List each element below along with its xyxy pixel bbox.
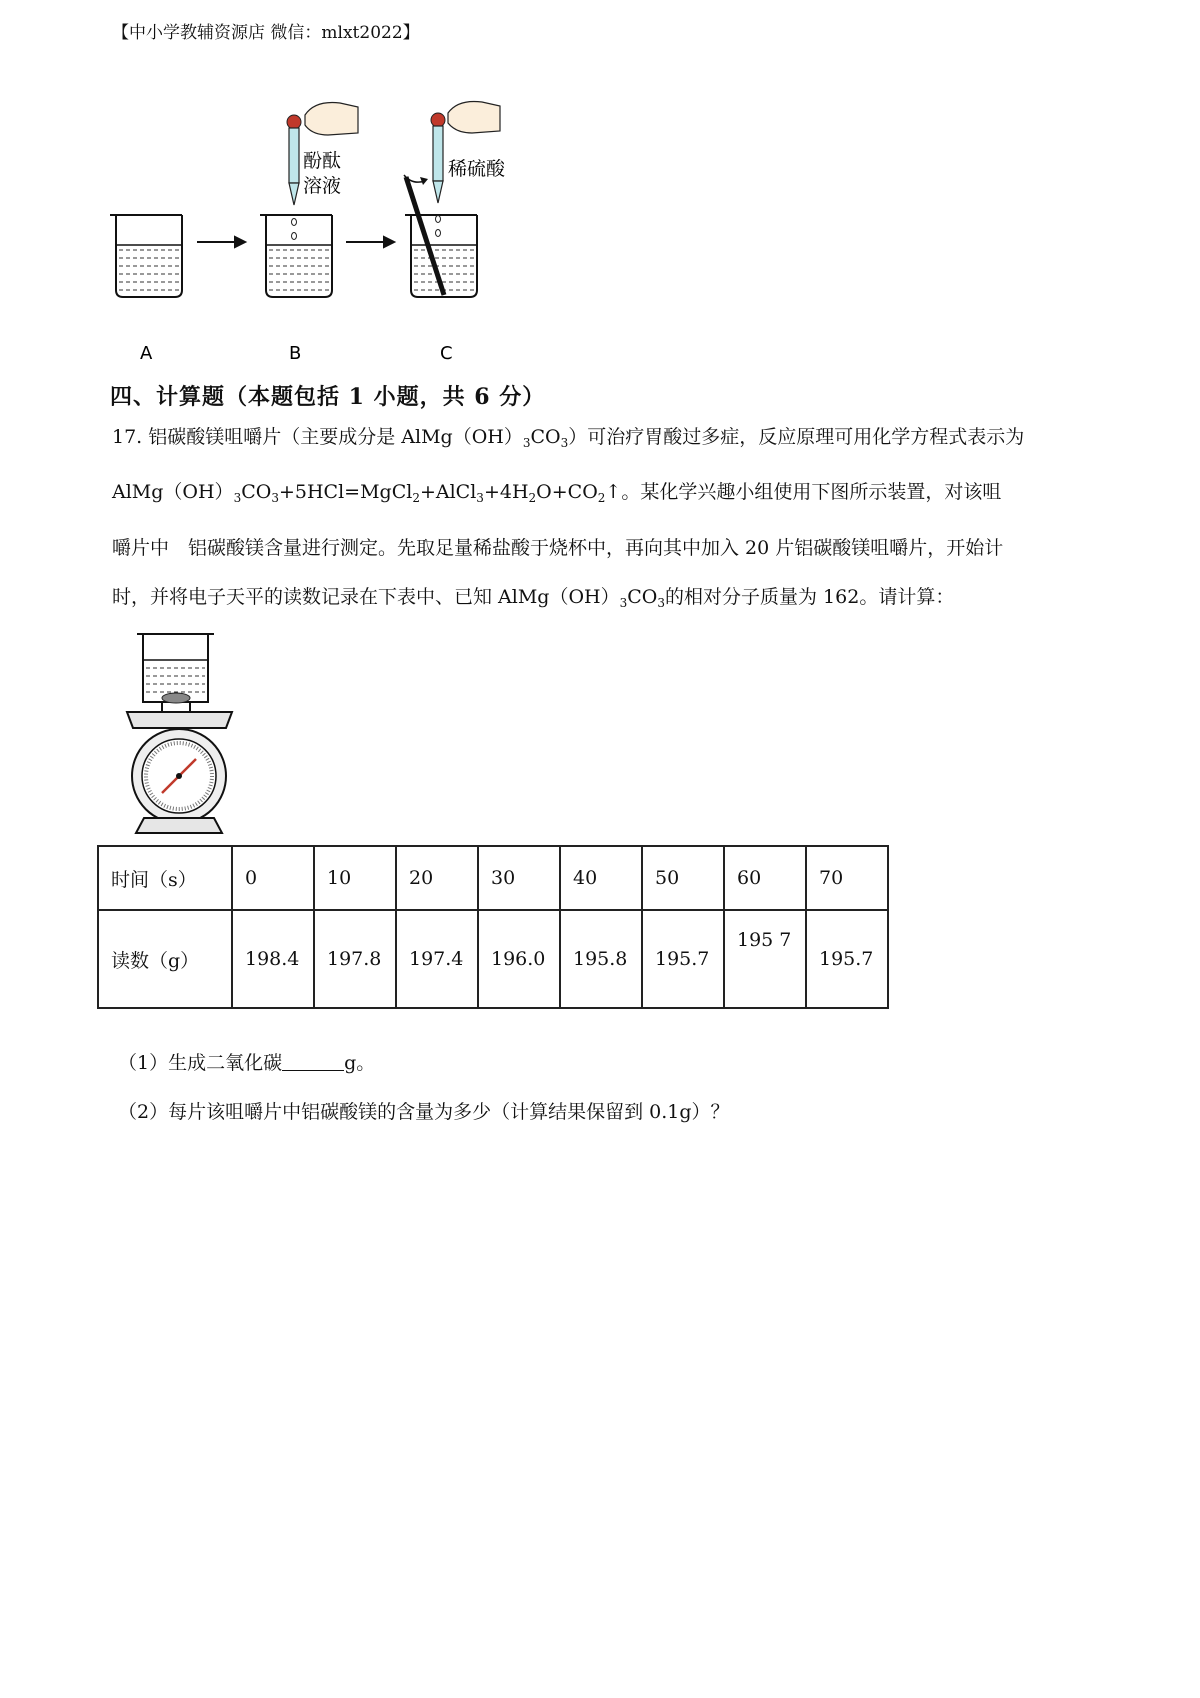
beaker-label: C — [440, 343, 453, 364]
table-cell: 195.7 — [642, 910, 724, 1008]
table-cell: 195 7 — [724, 910, 806, 1008]
table-row — [98, 910, 888, 1008]
table-cell: 40 — [560, 846, 642, 910]
chemical-equation: $AlMg(OH)_3CO_3+5HCl=MgCl_2+AlCl_3+4H_2O+CO_2↑$ — [112, 481, 622, 505]
table-cell: 读数（g） — [98, 910, 232, 1008]
reagent-label: 酚酞 — [303, 150, 342, 172]
table-cell: 197.8 — [314, 910, 396, 1008]
table-cell: 时间（s） — [98, 846, 232, 910]
question-2: （2）每片该咀嚼片中铝碳酸镁的含量为多少（计算结果保留到 0.1g）？ — [118, 1101, 730, 1123]
table-cell: 197.4 — [396, 910, 478, 1008]
table-cell: 20 — [396, 846, 478, 910]
page-header: 【中小学教辅资源店 微信：mlxt2022】 — [112, 23, 420, 43]
table-cell: 198.4 — [232, 910, 314, 1008]
table-cell: 0 — [232, 846, 314, 910]
experiment-figure — [100, 95, 570, 370]
table-cell: 30 — [478, 846, 560, 910]
table-cell: 10 — [314, 846, 396, 910]
table-cell: 70 — [806, 846, 888, 910]
data-table — [97, 845, 889, 1009]
table-row — [98, 846, 888, 910]
beaker-label: A — [140, 343, 153, 364]
problem-line-1: 17. 铝碳酸镁咀嚼片（主要成分是 $AlMg(OH)_3CO_3$）可治疗胃酸过多症，反应原理可用化学方程式表示为 — [112, 426, 1025, 450]
table-cell: 60 — [724, 846, 806, 910]
answer-blank[interactable] — [282, 1052, 344, 1071]
scale-figure — [122, 628, 242, 838]
question-1: （1）生成二氧化碳 g。 — [118, 1052, 376, 1074]
problem-equation-line: $AlMg(OH)_3CO_3+5HCl=MgCl_2+AlCl_3+4H_2O+CO_2↑$。某化学兴趣小组使用下图所示装置，对该咀 — [112, 481, 1002, 505]
beaker-a — [110, 215, 182, 297]
reagent-label: 溶液 — [303, 175, 342, 197]
problem-line-4: 时，并将电子天平的读数记录在下表中、已知 $AlMg(OH)_3CO_3$的相对分子质量为 162。请计算： — [112, 586, 955, 610]
problem-line-3: 嚼片中 铝碳酸镁含量进行测定。先取足量稀盐酸于烧杯中，再向其中加入 20 片铝碳酸镁咀嚼片，开始计 — [112, 537, 1004, 559]
table-cell: 195.7 — [806, 910, 888, 1008]
reagent-label: 稀硫酸 — [448, 158, 506, 180]
table-cell: 196.0 — [478, 910, 560, 1008]
beaker-b — [260, 215, 332, 297]
table-cell: 195.8 — [560, 910, 642, 1008]
beaker-label: B — [289, 343, 302, 364]
section-title: 四、计算题（本题包括 1 小题，共 6 分） — [110, 384, 546, 410]
table-cell: 50 — [642, 846, 724, 910]
